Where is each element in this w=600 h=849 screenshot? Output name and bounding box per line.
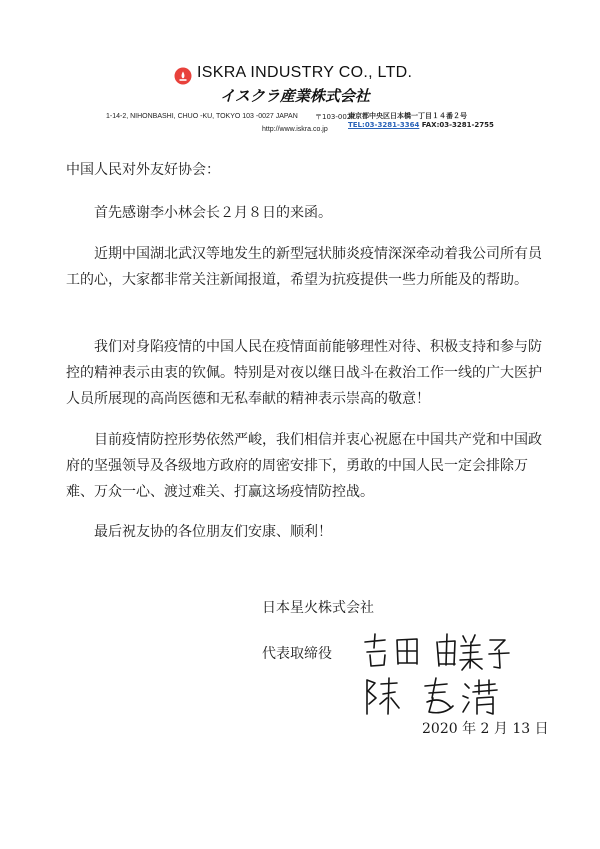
company-name-jp: イスクラ産業株式会社 [220, 87, 370, 105]
company-logo-icon [174, 67, 192, 85]
phone-fax-line [348, 121, 494, 129]
postal-code-jp: 〒103-0027 [315, 113, 356, 121]
sender-title: 代表取缔役 [262, 646, 332, 662]
paragraph-closing: 最后祝友协的各位朋友们安康、顺利！ [94, 524, 332, 540]
address-en: 1-14-2, NIHONBASHI, CHUO -KU, TOKYO 103 -0027 JAPAN [106, 113, 298, 120]
fax-number: FAX:03-3281-2755 [421, 121, 494, 129]
sender-company: 日本星火株式会社 [262, 600, 374, 616]
paragraph-concern: 近期中国湖北武汉等地发生的新型冠状肺炎疫情深深牵动着我公司所有员工的心，大家都非常关注新闻报道，希望为抗疫提供一些力所能及的帮助。 [66, 246, 542, 288]
address-jp: 東京都中央区日本橋一丁目１４番２号 [348, 112, 467, 120]
company-name-en: ISKRA INDUSTRY CO., LTD. [197, 64, 413, 81]
paragraph-admiration: 我们对身陷疫情的中国人民在疫情面前能够理性对待、积极支持和参与防控的精神表示由衷的钦佩。特别是对夜以继日战斗在救治工作一线的广大医护人员所展现的高尚医德和无私奉献的精神表示崇高的敬意！ [66, 339, 542, 407]
paragraph-wishes: 目前疫情防控形势依然严峻，我们相信并衷心祝愿在中国共产党和中国政府的坚强领导及各级地方政府的周密安排下，勇敢的中国人民一定会排除万难、万众一心、渡过难关、打赢这场疫情防控战。 [66, 432, 542, 500]
website-url: http://www.iskra.co.jp [262, 126, 328, 133]
letter-date: 2020 年 2 月 13 日 [422, 721, 549, 737]
tel-number: TEL:03-3281-3364 [348, 121, 420, 129]
salutation: 中国人民对外友好协会： [66, 162, 220, 178]
paragraph-thanks: 首先感谢李小林会长２月８日的来函。 [94, 205, 332, 221]
handwritten-signature [355, 628, 535, 720]
